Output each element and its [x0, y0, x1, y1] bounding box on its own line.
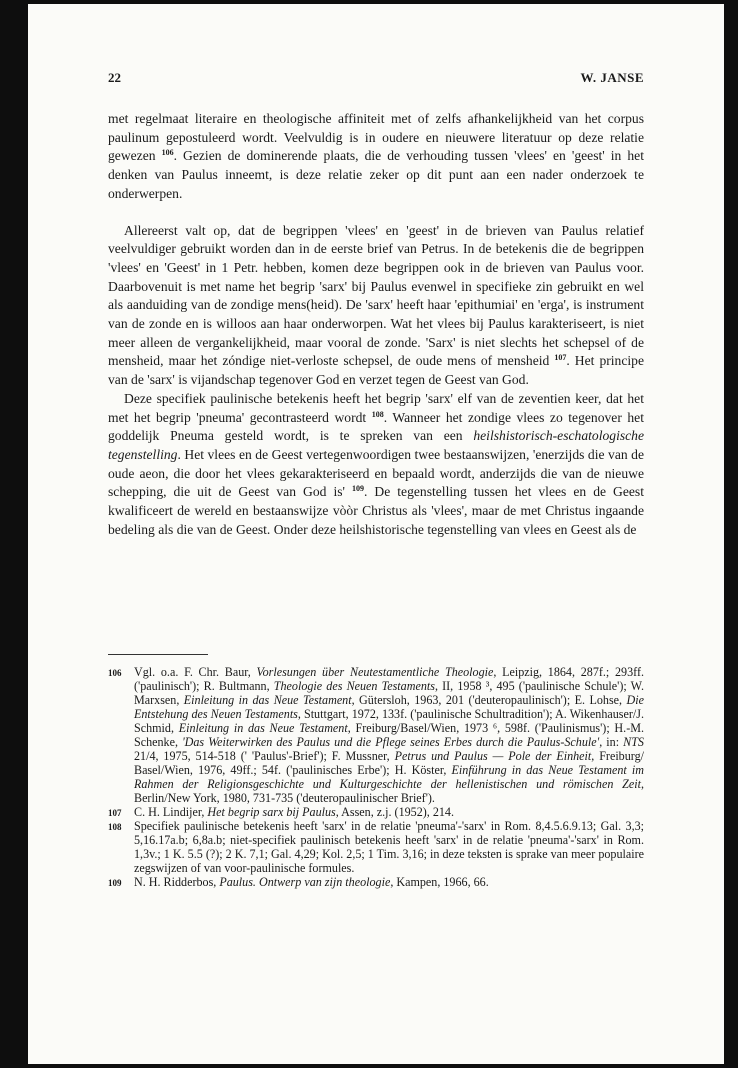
text-run: . Wanneer het zondige vlees zo tegenover het goddelijk Pneuma gesteld wordt, is te spreken van een [108, 409, 644, 444]
text-run: . Het principe van de 'sarx' is vijandschap tegenover God en verzet tegen de Geest van God. [108, 353, 644, 388]
page-number: 22 [108, 70, 121, 85]
footnote-number: 108 [108, 822, 122, 833]
text-run: . Het vlees en de Geest vertegenwoordigen twee bestaanswijzen, 'enerzijds die van de oude aeon, die door het vlees gekarakteriseerd en bepaald wordt, anderzijds die van de nieuwe schepping, die uit de Geest van God is' [108, 446, 644, 500]
paragraph-1 [108, 110, 644, 204]
body-text [108, 110, 644, 539]
footnote-text: Specifiek paulinische betekenis heeft 'sarx' in de relatie 'pneuma'-'sarx' in Rom. 8,4.5.6.9.13; Gal. 3,3; 5,16.17a.b; 6,8a.b; niet-specifiek paulinisch betekenis heeft 'sarx' in de relatie 'pneuma'-'sarx' in Rom. 1,3v.; 1 K. 5.5 (?); 2 K. 7,1; Gal. 4,29; Kol. 2,5; 1 Tim. 3,16; in deze teksten is sprake van meer populaire zegswijzen of van voor-paulinische formules. [134, 819, 644, 876]
emphasis: heilshistorisch-eschatologische tegenstelling [108, 428, 644, 462]
footnote-109 [108, 876, 644, 891]
paragraph-3 [108, 390, 644, 540]
paragraph-2 [108, 222, 644, 390]
footnote-106 [108, 666, 644, 806]
footnote-ref-107[interactable]: 107 [554, 353, 567, 363]
footnote-text: C. H. Lindijer, Het begrip sarx bij Paulus, Assen, z.j. (1952), 214. [134, 804, 454, 819]
page-header [108, 70, 644, 86]
text-run: Allereerst valt op, dat de begrippen 'vlees' en 'geest' in de brieven van Paulus relatief veelvuldiger gebruikt worden dan in de eerste brief van Petrus. In de betekenis die de begrippen 'vlees' en 'Geest' in 1 Petr. hebben, komen deze begrippen ook in de brieven van Paulus voor. Daarbovenuit is met name het begrip 'sarx' bij Paulus evenwel in specifieke zin gebruikt en wel als aanduiding van de zondige mens(heid). De 'sarx' heeft haar 'epithumiai' en 'erga', is instrument van de zonde en is willoos aan haar onderworpen. Wat het vlees bij Paulus karakteriseert, is niet meer alleen de vergankelijkheid, maar vooral de zonde. 'Sarx' is niet slechts het schepsel of de mensheid, maar het zóndige niet-verloste schepsel, de oude mens of mensheid [108, 222, 644, 369]
text-run: . Gezien de dominerende plaats, die de verhouding tussen 'vlees' en 'geest' in het denken van Paulus inneemt, is deze relatie zeker op dit punt aan een nader onderzoek te onderwerpen. [108, 148, 644, 201]
scan-edge [724, 4, 732, 1064]
footnote-ref-109[interactable]: 109 [351, 484, 364, 494]
running-head: W. JANSE [580, 70, 644, 85]
footnote-divider [108, 654, 208, 655]
footnote-108 [108, 820, 644, 876]
footnote-number: 106 [108, 668, 122, 678]
footnote-ref-106[interactable]: 106 [161, 148, 174, 158]
footnote-107 [108, 806, 644, 821]
footnote-number: 107 [108, 807, 122, 818]
footnote-ref-108[interactable]: 108 [371, 409, 384, 419]
footnote-text: Vgl. o.a. F. Chr. Baur, Vorlesungen über Neutestamentliche Theologie, Leipzig, 1864, 287f.; 293ff. ('paulinisch'); R. Bultmann, Theologie des Neuen Testaments, II, 1958 ³, 495 ('paulinische Schule'); W. Marxsen, Einleitung in das Neue Testament, Gütersloh, 1963, 201 ('deuteropaulinisch'); E. Lohse, Die Entstehung des Neuen Testaments, Stuttgart, 1972, 133f. ('paulinische Schultradition'); A. Wikenhauser/J. Schmid, Einleitung in das Neue Testament, Freiburg/Basel/Wien, 1973 ⁶, 598f. ('Paulinismus'); H.-M. Schenke, 'Das Weiterwirken des Paulus und die Pflege seines Erbes durch die Paulus-Schule', in: NTS 21/4, 1975, 514-518 (' 'Paulus'-Brief'); F. Mussner, Petrus und Paulus — Pole der Einheit, Freiburg/ Basel/Wien, 1976, 49ff.; 54f. ('paulinisches Erbe'); H. Köster, Einführung in das Neue Testament im Rahmen der Religionsgeschichte und Kulturgeschichte der hellenistischen und römischen Zeit, Berlin/New York, 1980, 731-735 ('deuteropaulinischer Brief'). [134, 665, 644, 805]
text-run: Deze specifiek paulinische betekenis heeft het begrip 'sarx' elf van de zeventien keer, dat het met het begrip 'pneuma' gecontrasteerd wordt [108, 390, 644, 425]
footnote-number: 109 [108, 878, 122, 889]
text-run: . De tegenstelling tussen het vlees en de Geest kwalificeert de wereld en bestaanswijze vòòr Christus als 'vlees', maar de met Christus ingaande bedeling als die van de Geest. Onder deze heilshistorische tegenstelling van vlees en Geest als de [108, 484, 644, 537]
footnotes [108, 666, 644, 891]
footnote-text: N. H. Ridderbos, Paulus. Ontwerp van zijn theologie, Kampen, 1966, 66. [134, 875, 489, 890]
text-run: met regelmaat literaire en theologische affiniteit met of zelfs afhankelijkheid van het corpus paulinum gepostuleerd wordt. Veelvuldig is in oudere en nieuwere literatuur op deze relatie gewezen [108, 111, 644, 164]
